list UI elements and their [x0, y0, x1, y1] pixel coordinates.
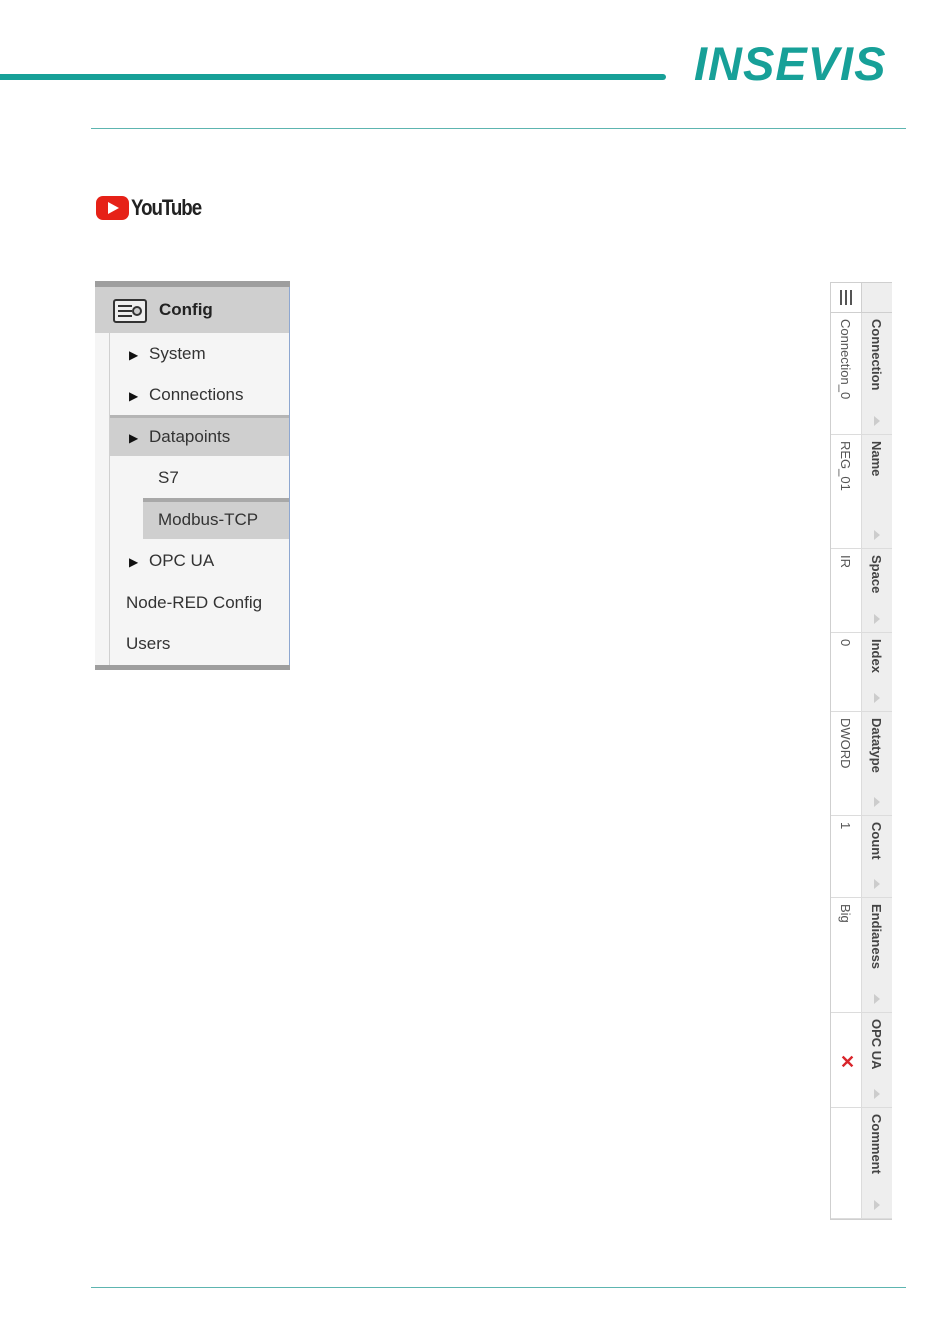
table-column-space [831, 549, 892, 633]
column-header-label: OPC UA [869, 1019, 884, 1070]
menu-header-label: Config [159, 300, 213, 319]
header-accent-bar [0, 74, 666, 80]
table-cell[interactable] [831, 1108, 862, 1218]
table-cell[interactable] [831, 712, 862, 815]
cell-value: Connection_0 [838, 319, 853, 400]
disabled-x-icon: ✕ [840, 1052, 856, 1072]
table-cell[interactable] [831, 816, 862, 897]
config-icon [113, 299, 147, 323]
youtube-play-icon [96, 196, 129, 220]
column-header[interactable] [862, 712, 892, 815]
menu-item-label: Datapoints [149, 427, 231, 446]
menu-subitem-label: Modbus-TCP [158, 510, 259, 529]
table-column-index [831, 633, 892, 712]
table-column-opc-ua [831, 1013, 892, 1108]
column-header[interactable] [862, 633, 892, 711]
column-header-label: Space [869, 555, 884, 594]
column-header-label: Index [869, 639, 884, 673]
footer-divider [91, 1287, 906, 1288]
menu-item-label: Connections [149, 385, 244, 404]
youtube-label: YouTube [131, 195, 202, 220]
table-column-endianess [831, 898, 892, 1013]
column-header-label: Name [869, 441, 884, 477]
menu-item-connections[interactable] [110, 374, 289, 415]
sort-arrow-icon[interactable] [874, 994, 880, 1004]
sort-arrow-icon[interactable] [874, 797, 880, 807]
menu-subitem-s7[interactable] [129, 457, 289, 498]
sort-arrow-icon[interactable] [874, 614, 880, 624]
column-header[interactable] [862, 1108, 892, 1218]
header-divider [91, 128, 906, 129]
table-column-name [831, 435, 892, 549]
table-cell[interactable] [831, 435, 862, 548]
menu-header-config[interactable] [95, 287, 289, 333]
datapoints-table [830, 282, 892, 1220]
column-header[interactable] [862, 313, 892, 434]
cell-value: REG_01 [838, 441, 853, 491]
sort-arrow-icon[interactable] [874, 1200, 880, 1210]
menu-item-users[interactable] [110, 623, 289, 664]
column-header-label: Endianess [869, 904, 884, 970]
sort-arrow-icon[interactable] [874, 693, 880, 703]
column-header[interactable] [862, 1013, 892, 1107]
column-header-label: Datatype [869, 718, 884, 773]
menu-item-system[interactable] [110, 333, 289, 374]
column-header[interactable] [862, 898, 892, 1012]
sort-arrow-icon[interactable] [874, 1089, 880, 1099]
menu-item-datapoints[interactable] [110, 415, 289, 456]
table-cell[interactable] [831, 313, 862, 434]
expand-arrow-icon: ▶ [129, 555, 139, 569]
cell-value: DWORD [838, 718, 853, 769]
brand-logo: INSEVIS [694, 37, 887, 90]
menu-subitem-modbus-tcp[interactable] [143, 498, 289, 539]
cell-value: 1 [838, 822, 853, 830]
column-header-label: Comment [869, 1114, 884, 1174]
menu-subitem-label: S7 [158, 468, 179, 487]
sort-arrow-icon[interactable] [874, 879, 880, 889]
table-column-datatype [831, 712, 892, 816]
table-cell[interactable] [831, 1013, 862, 1107]
table-cell[interactable] [831, 633, 862, 711]
sort-arrow-icon[interactable] [874, 530, 880, 540]
youtube-link[interactable] [96, 195, 213, 221]
expand-arrow-icon: ▶ [129, 431, 139, 445]
expand-arrow-icon: ▶ [129, 389, 139, 403]
sort-arrow-icon[interactable] [874, 416, 880, 426]
menu-item-node-red-config[interactable] [110, 582, 289, 623]
menu-item-label: Users [126, 634, 171, 653]
table-column-count [831, 816, 892, 898]
table-column-connection [831, 313, 892, 435]
config-menu [95, 281, 290, 670]
menu-item-label: Node-RED Config [126, 593, 263, 612]
menu-item-label: OPC UA [149, 551, 215, 570]
table-column-comment [831, 1108, 892, 1219]
cell-value: 0 [838, 639, 853, 647]
expand-arrow-icon: ▶ [129, 348, 139, 362]
column-header[interactable] [862, 816, 892, 897]
menu-item-opc-ua[interactable] [110, 540, 289, 581]
column-header-label: Connection [869, 319, 884, 391]
column-header-label: Count [869, 822, 884, 860]
columns-icon [840, 290, 852, 305]
table-cell[interactable] [831, 898, 862, 1012]
table-cell[interactable] [831, 549, 862, 632]
cell-value: Big [838, 904, 853, 923]
column-header[interactable] [862, 435, 892, 548]
cell-value: IR [838, 555, 853, 568]
menu-item-label: System [149, 344, 206, 363]
column-chooser-button[interactable] [831, 283, 862, 313]
column-header[interactable] [862, 549, 892, 632]
